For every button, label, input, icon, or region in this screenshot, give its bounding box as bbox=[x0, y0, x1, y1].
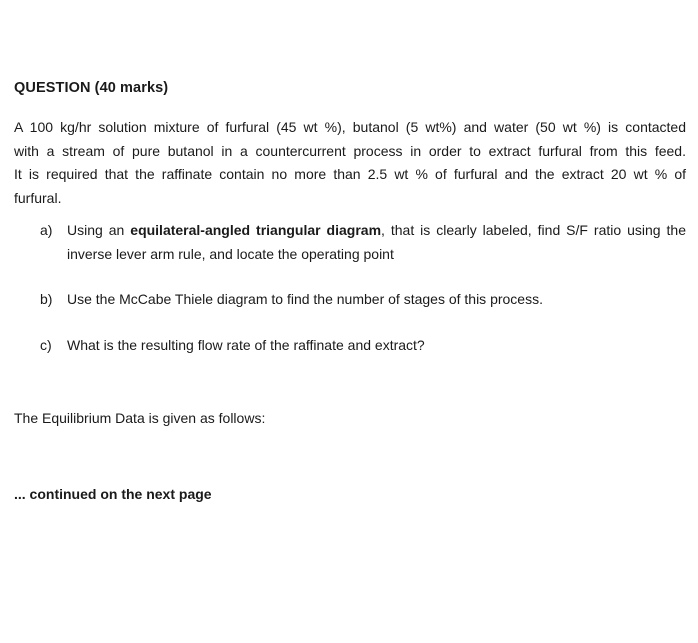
part-b-line: Use the McCabe Thiele diagram to find the number of stages of this process. bbox=[67, 291, 543, 307]
part-text bbox=[67, 288, 686, 312]
intro-line: furfural. bbox=[14, 189, 62, 206]
part-c-line: What is the resulting flow rate of the raffinate and extract? bbox=[67, 337, 425, 353]
part-a bbox=[40, 219, 686, 266]
intro-line: A 100 kg/hr solution mixture of furfural (45 wt %), butanol (5 wt%) and water (50 wt %) is contacted bbox=[14, 119, 686, 135]
part-text bbox=[67, 219, 686, 266]
part-a-text-bold: equilateral-angled triangular diagram bbox=[130, 222, 382, 238]
part-marker: b) bbox=[40, 291, 53, 307]
part-a-line-1 bbox=[67, 219, 686, 243]
part-a-text-pre: Using an bbox=[67, 222, 131, 238]
part-marker: a) bbox=[40, 222, 53, 238]
part-a-line-2: inverse lever arm rule, and locate the operating point bbox=[67, 245, 394, 262]
part-c bbox=[40, 334, 686, 358]
part-marker: c) bbox=[40, 337, 52, 353]
equilibrium-data-note: The Equilibrium Data is given as follows: bbox=[14, 410, 266, 426]
part-b bbox=[40, 288, 686, 312]
continued-note: ... continued on the next page bbox=[14, 486, 212, 502]
part-a-text-post: , that is clearly labeled, find S/F ratio using the bbox=[381, 222, 686, 238]
intro-line: with a stream of pure butanol in a countercurrent process in order to extract furfural from this feed. bbox=[14, 142, 686, 159]
intro-line: It is required that the raffinate contain no more than 2.5 wt % of furfural and the extract 20 wt % of bbox=[14, 166, 686, 182]
question-heading: QUESTION (40 marks) bbox=[14, 80, 169, 96]
question-intro-paragraph bbox=[14, 116, 686, 210]
part-text bbox=[67, 334, 686, 358]
